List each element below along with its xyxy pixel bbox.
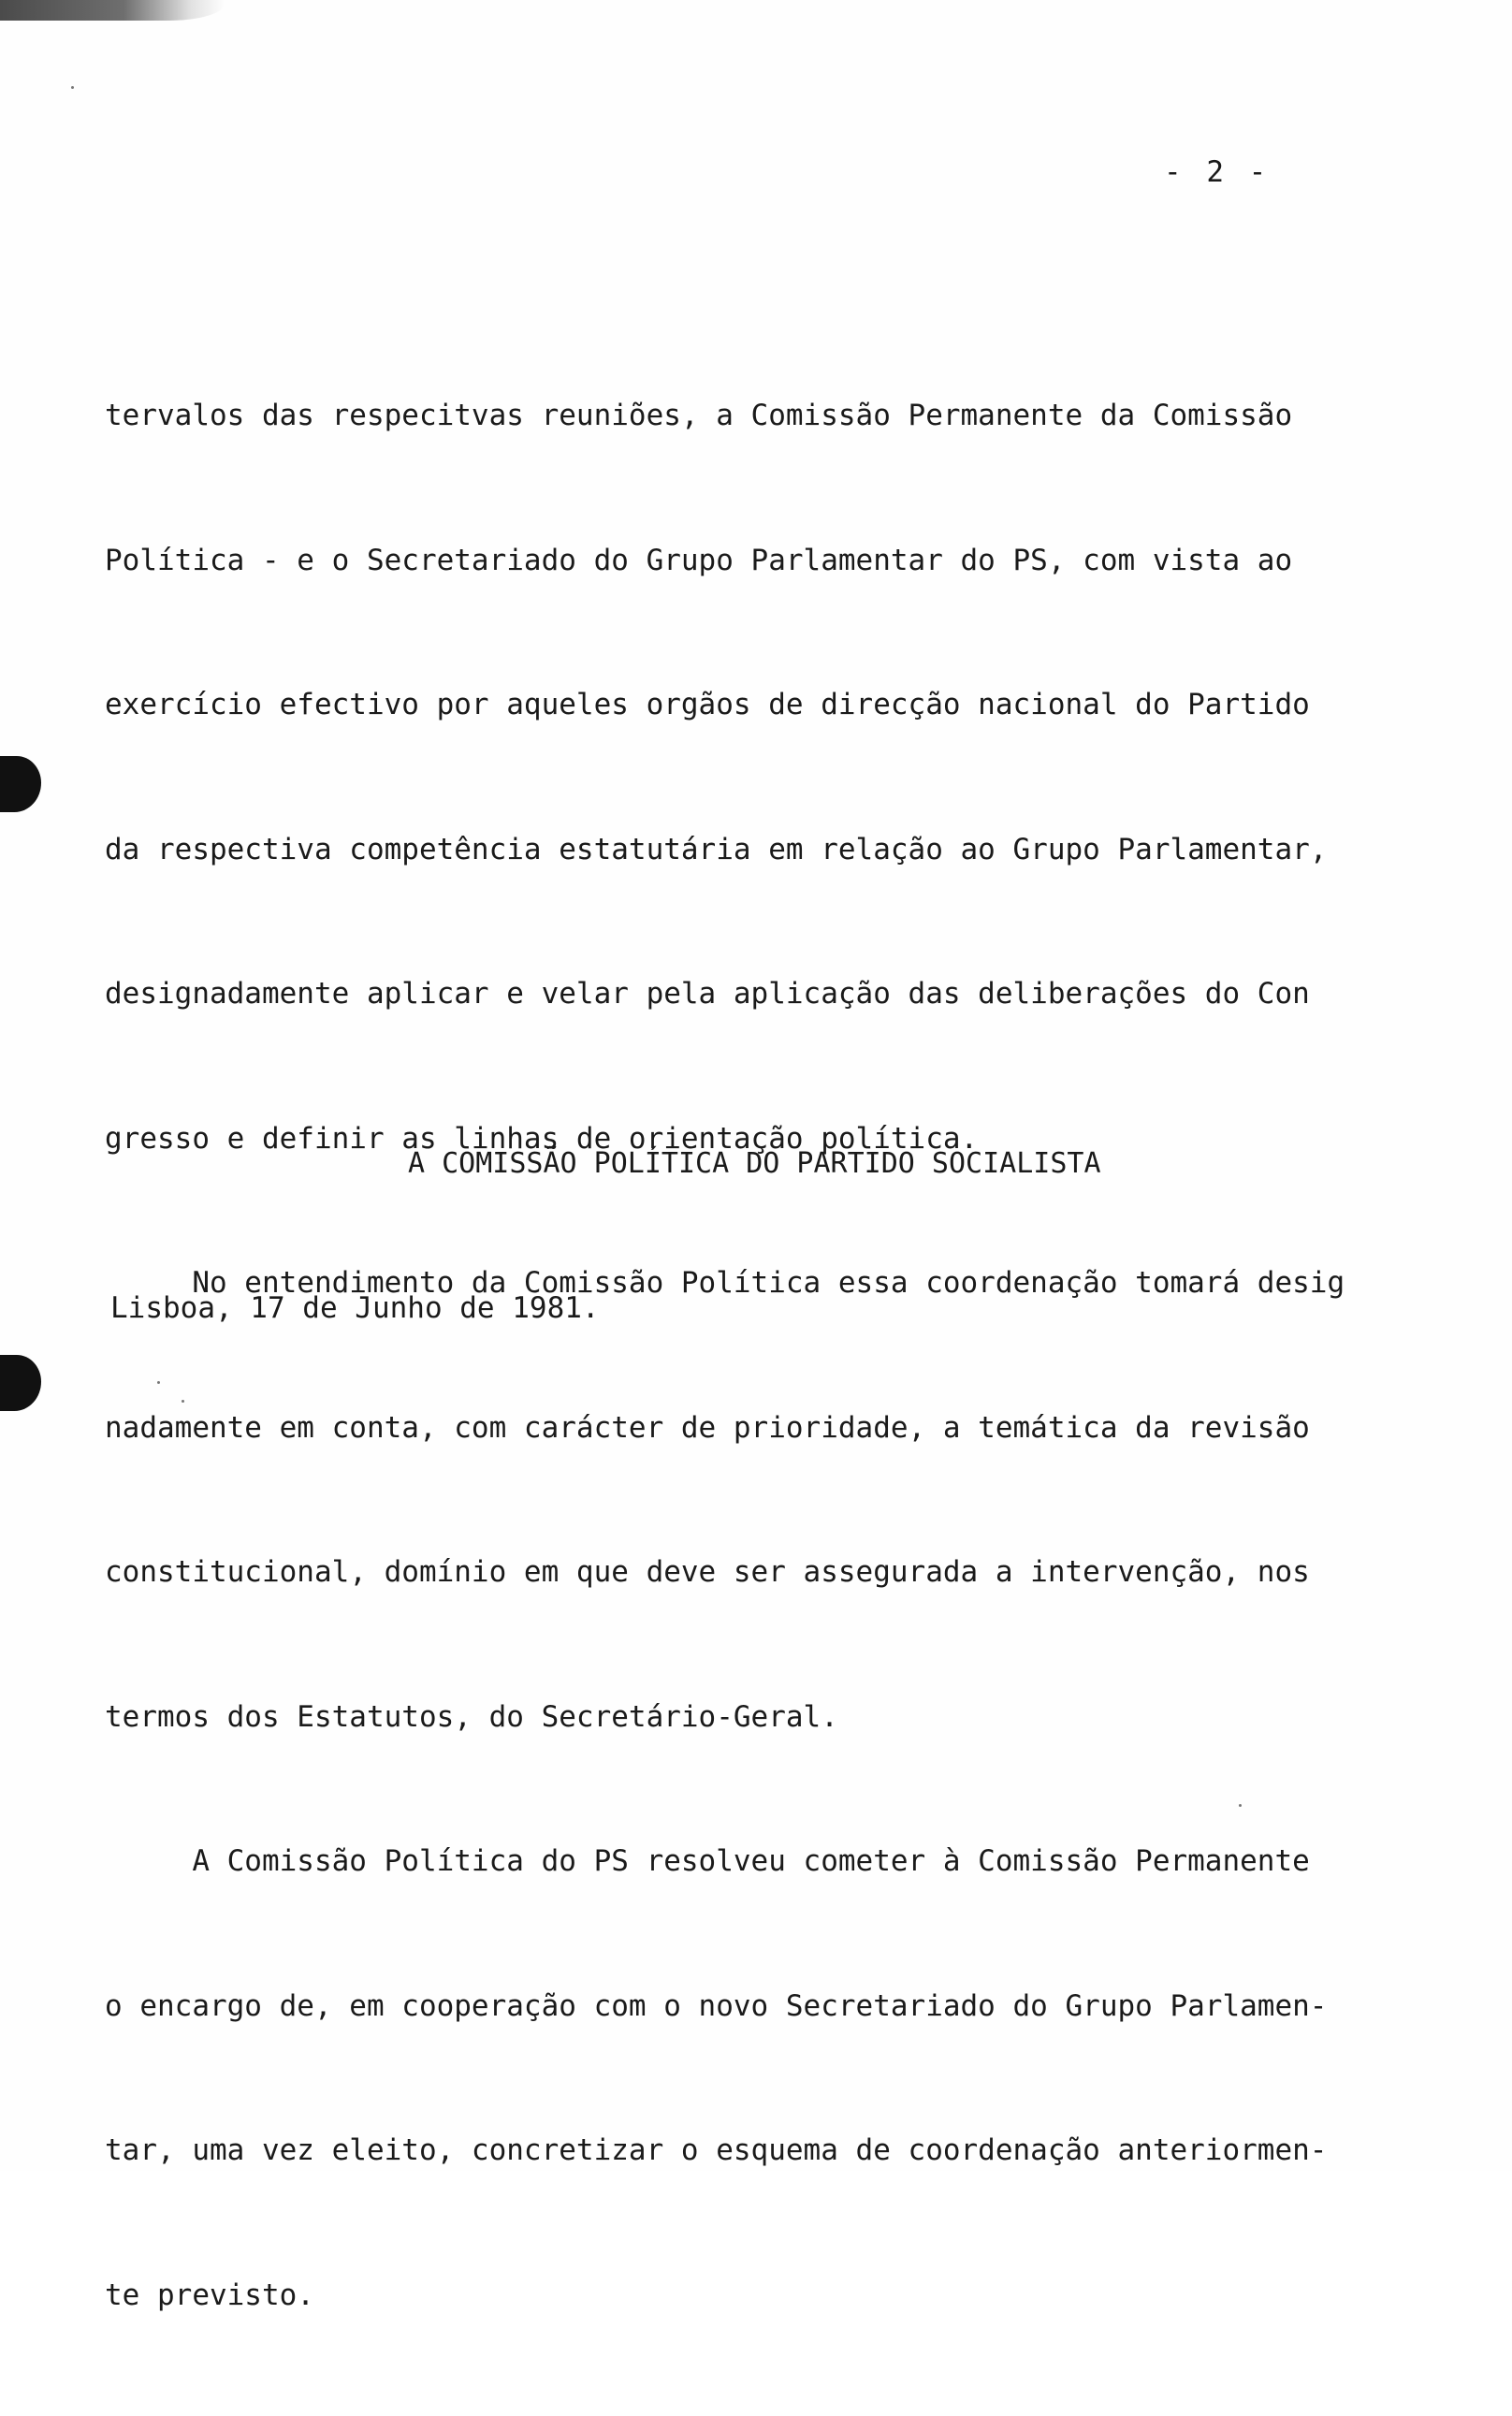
place-date: Lisboa, 17 de Junho de 1981. — [110, 1291, 600, 1325]
body-line: gresso e definir as linhas de orientação política. — [105, 1121, 979, 1156]
page-number: - 2 - — [1164, 155, 1271, 189]
body-line: constitucional, domínio em que deve ser assegurada a intervenção, nos — [105, 1555, 1310, 1589]
body-line: exercício efectivo por aqueles orgãos de direcção nacional do Partido — [105, 688, 1310, 721]
body-line: Política - e o Secretariado do Grupo Parlamentar do PS, com vista ao — [105, 543, 1293, 577]
scan-edge-shadow — [0, 0, 225, 21]
body-line: termos dos Estatutos, do Secretário-Geral. — [105, 1699, 838, 1734]
signature-line: A COMISSÃO POLÍTICA DO PARTIDO SOCIALISTA — [408, 1147, 1101, 1180]
body-line: nadamente em conta, com carácter de prioridade, a temática da revisão — [105, 1410, 1310, 1445]
punch-hole-mark — [0, 1355, 41, 1411]
body-line: designadamente aplicar e velar pela aplicação das deliberações do Con — [105, 977, 1310, 1011]
scan-speck — [71, 86, 74, 89]
body-line: A Comissão Política do PS resolveu cometer à Comissão Permanente — [105, 1844, 1310, 1878]
punch-hole-mark — [0, 756, 41, 812]
body-line: tervalos das respecitvas reuniões, a Comissão Permanente da Comissão — [105, 399, 1293, 432]
body-line: da respectiva competência estatutária em relação ao Grupo Parlamentar, — [105, 832, 1328, 866]
body-text — [105, 296, 1415, 2416]
body-line: tar, uma vez eleito, concretizar o esquema de coordenação anteriormen- — [105, 2133, 1328, 2167]
body-line: te previsto. — [105, 2278, 314, 2312]
body-line: o encargo de, em cooperação com o novo Secretariado do Grupo Parlamen- — [105, 1988, 1328, 2023]
body-line: No entendimento da Comissão Política essa coordenação tomará desig — [105, 1266, 1345, 1300]
